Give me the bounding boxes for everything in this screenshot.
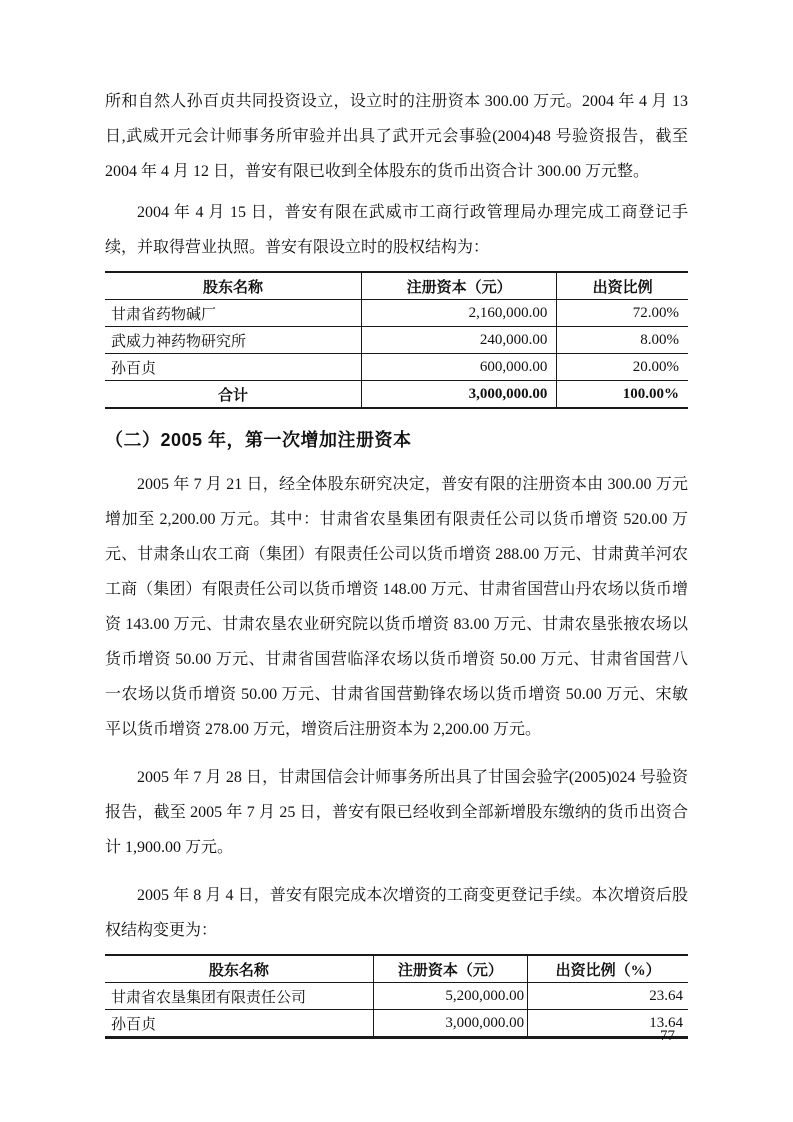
cell-total-capital: 3,000,000.00 <box>362 381 557 409</box>
paragraph-registration-change-2005: 2005 年 8 月 4 日，普安有限完成本次增资的工商变更登记手续。本次增资后股权结构变更为： <box>105 887 688 939</box>
table-header-row <box>105 955 688 983</box>
cell-registered-capital: 240,000.00 <box>362 327 557 354</box>
header-shareholder-name: 股东名称 <box>105 272 362 300</box>
cell-total-label: 合计 <box>105 381 362 409</box>
paragraph-capital-verification-2004: 所和自然人孙百贞共同投资设立，设立时的注册资本 300.00 万元。2004 年 4 月 13 日,武威开元会计师事务所审验并出具了武开元会事验(2004)48 号验资报告，截至 2004 年 4 月 12 日，普安有限已收到全体股东的货币出资合计 300.00 万元整。 <box>105 93 688 180</box>
table-row <box>105 327 688 354</box>
table-header-row <box>105 272 688 300</box>
equity-structure-table-2004 <box>105 271 688 409</box>
table-row <box>105 983 688 1010</box>
cell-shareholder-name: 武威力神药物研究所 <box>105 327 362 354</box>
table-row <box>105 354 688 381</box>
equity-structure-table-2005 <box>105 954 688 1039</box>
cell-total-ratio: 100.00% <box>557 381 688 409</box>
header-contribution-ratio: 出资比例 <box>557 272 688 300</box>
table-row <box>105 1010 688 1038</box>
paragraph-registration-2004: 2004 年 4 月 15 日，普安有限在武威市工商行政管理局办理完成工商登记手续，并取得营业执照。普安有限设立时的股权结构为： <box>105 204 688 256</box>
cell-contribution-ratio: 8.00% <box>557 327 688 354</box>
table-total-row <box>105 381 688 409</box>
cell-registered-capital: 3,000,000.00 <box>373 1010 527 1038</box>
paragraph-capital-increase-details-2005: 2005 年 7 月 21 日，经全体股东研究决定，普安有限的注册资本由 300.00 万元增加至 2,200.00 万元。其中：甘肃省农垦集团有限责任公司以货币增资 520.00 万元、甘肃条山农工商（集团）有限责任公司以货币增资 288.00 万元、甘肃黄羊河农工商（集团）有限责任公司以货币增资 148.00 万元、甘肃省国营山丹农场以货币增资 143.00 万元、甘肃农垦农业研究院以货币增资 83.00 万元、甘肃农垦张掖农场以货币增资 50.00 万元、甘肃省国营临泽农场以货币增资 50.00 万元、甘肃省国营八一农场以货币增资 50.00 万元、甘肃省国营勤锋农场以货币增资 50.00 万元、宋敏平以货币增资 278.00 万元，增资后注册资本为 2,200.00 万元。 <box>105 476 688 738</box>
cell-shareholder-name: 孙百贞 <box>105 1010 373 1038</box>
cell-shareholder-name: 甘肃省农垦集团有限责任公司 <box>105 983 373 1010</box>
cell-registered-capital: 2,160,000.00 <box>362 300 557 327</box>
header-registered-capital: 注册资本（元） <box>362 272 557 300</box>
cell-contribution-ratio: 23.64 <box>528 983 688 1010</box>
table-row <box>105 300 688 327</box>
page-number: 77 <box>660 1028 675 1044</box>
section-heading-first-capital-increase: （二）2005 年，第一次增加注册资本 <box>105 430 412 450</box>
cell-contribution-ratio: 13.64 <box>528 1010 688 1038</box>
cell-registered-capital: 600,000.00 <box>362 354 557 381</box>
header-registered-capital: 注册资本（元） <box>373 955 527 983</box>
cell-shareholder-name: 孙百贞 <box>105 354 362 381</box>
cell-contribution-ratio: 72.00% <box>557 300 688 327</box>
cell-contribution-ratio: 20.00% <box>557 354 688 381</box>
header-shareholder-name: 股东名称 <box>105 955 373 983</box>
cell-shareholder-name: 甘肃省药物碱厂 <box>105 300 362 327</box>
header-contribution-ratio: 出资比例（%） <box>528 955 688 983</box>
cell-registered-capital: 5,200,000.00 <box>373 983 527 1010</box>
paragraph-capital-verification-2005: 2005 年 7 月 28 日，甘肃国信会计师事务所出具了甘国会验字(2005)024 号验资报告，截至 2005 年 7 月 25 日，普安有限已经收到全部新增股东缴纳的货币出资合计 1,900.00 万元。 <box>105 769 688 856</box>
